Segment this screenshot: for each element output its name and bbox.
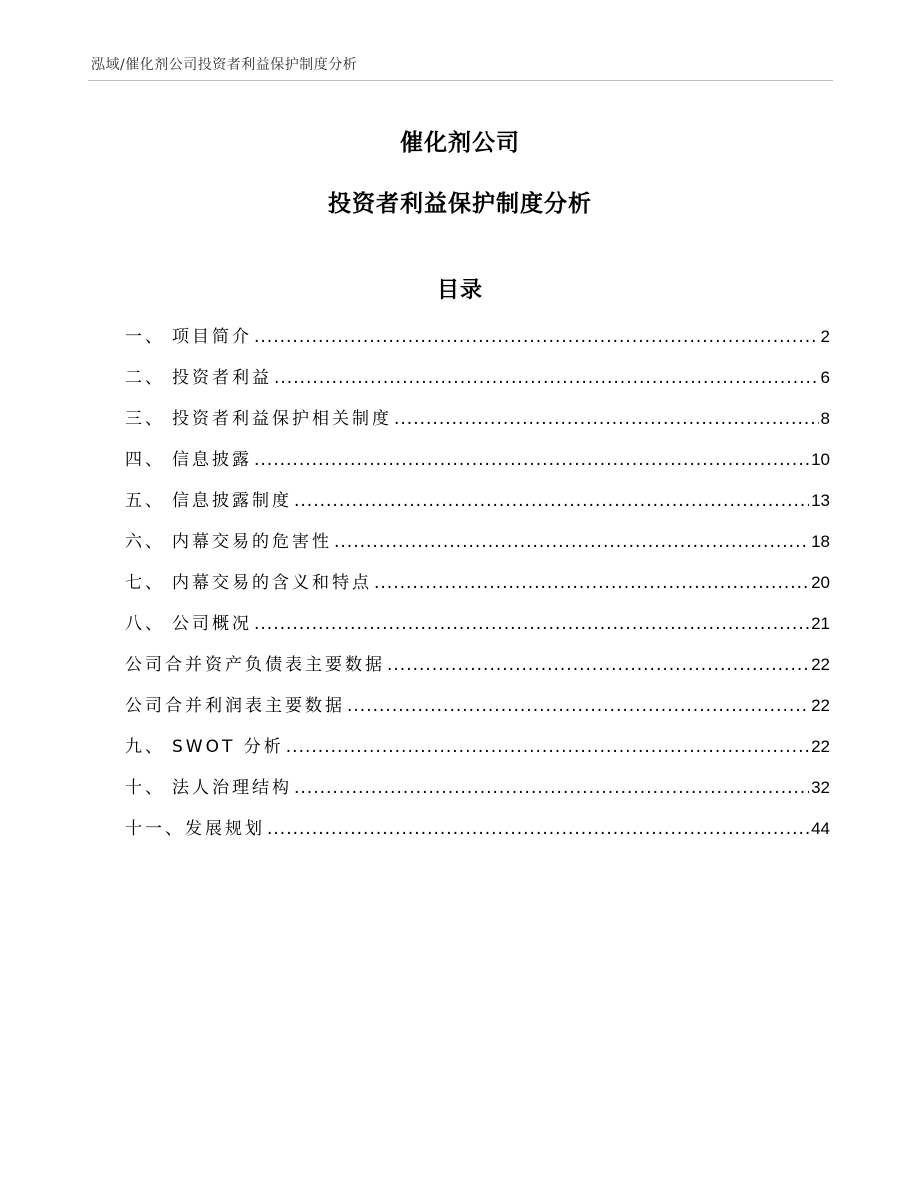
toc-entry-text: 项目简介 xyxy=(172,327,252,347)
toc-entry-page: 32 xyxy=(811,778,830,797)
toc-entry-text: 信息披露 xyxy=(172,450,252,470)
toc-entry-text: 法人治理结构 xyxy=(172,778,292,798)
running-header: 泓域/催化剂公司投资者利益保护制度分析 xyxy=(91,57,358,73)
toc-entry-number: 二、 xyxy=(125,368,165,388)
toc-entry-text: SWOT 分析 xyxy=(172,737,284,757)
toc-entry-number: 五、 xyxy=(125,491,165,511)
toc-entry-page: 10 xyxy=(811,450,830,469)
toc-entry[interactable] xyxy=(125,691,830,732)
toc-dot-leader xyxy=(254,322,819,352)
toc-entry-number: 一、 xyxy=(125,327,165,347)
toc-entry-page: 13 xyxy=(811,491,830,510)
toc-entry-label xyxy=(125,404,392,434)
toc-dot-leader xyxy=(347,691,809,721)
toc-entry-label xyxy=(125,322,252,352)
toc-dot-leader xyxy=(394,404,819,434)
toc-dot-leader xyxy=(267,814,809,844)
toc-entry-page: 6 xyxy=(820,368,830,387)
toc-dot-leader xyxy=(334,527,809,557)
toc-entry-text: 投资者利益保护相关制度 xyxy=(172,409,392,429)
toc-entry-number: 九、 xyxy=(125,737,165,757)
toc-entry[interactable] xyxy=(125,609,830,650)
toc-entry-label xyxy=(125,691,345,721)
toc-entry-number: 六、 xyxy=(125,532,165,552)
toc-entry-page: 2 xyxy=(820,327,830,346)
toc-entry-text: 投资者利益 xyxy=(172,368,272,388)
toc-entry-number: 七、 xyxy=(125,573,165,593)
toc-entry-number: 十一、 xyxy=(125,819,185,839)
header-divider xyxy=(88,80,833,81)
toc-entry-page: 44 xyxy=(811,819,830,838)
toc-dot-leader xyxy=(254,445,809,475)
toc-entry-label xyxy=(125,445,252,475)
toc-entry-page: 21 xyxy=(811,614,830,633)
toc-entry-text: 内幕交易的含义和特点 xyxy=(172,573,372,593)
toc-entry-text: 公司概况 xyxy=(172,614,252,634)
toc-entry-label xyxy=(125,527,332,557)
toc-entry[interactable] xyxy=(125,650,830,691)
toc-entry-number: 三、 xyxy=(125,409,165,429)
toc-entry-label xyxy=(125,486,292,516)
toc-entry-page: 22 xyxy=(811,655,830,674)
toc-entry-label xyxy=(125,650,385,680)
toc-entry[interactable] xyxy=(125,486,830,527)
table-of-contents xyxy=(125,322,830,855)
toc-entry-page: 8 xyxy=(820,409,830,428)
toc-entry-label xyxy=(125,814,265,844)
toc-entry[interactable] xyxy=(125,363,830,404)
toc-dot-leader xyxy=(294,486,809,516)
toc-heading: 目录 xyxy=(436,278,483,303)
toc-dot-leader xyxy=(294,773,809,803)
toc-entry[interactable] xyxy=(125,773,830,814)
toc-entry-page: 18 xyxy=(811,532,830,551)
toc-entry-number: 八、 xyxy=(125,614,165,634)
toc-entry[interactable] xyxy=(125,568,830,609)
toc-entry[interactable] xyxy=(125,445,830,486)
toc-entry-text: 内幕交易的危害性 xyxy=(172,532,332,552)
toc-entry-page: 22 xyxy=(811,696,830,715)
toc-entry[interactable] xyxy=(125,404,830,445)
toc-entry-label xyxy=(125,568,372,598)
toc-entry-label xyxy=(125,732,284,762)
document-title-line2: 投资者利益保护制度分析 xyxy=(328,191,592,217)
toc-entry[interactable] xyxy=(125,322,830,363)
toc-entry-text: 发展规划 xyxy=(185,819,265,839)
toc-entry[interactable] xyxy=(125,814,830,855)
toc-dot-leader xyxy=(274,363,819,393)
document-title-line1: 催化剂公司 xyxy=(400,130,520,156)
toc-entry[interactable] xyxy=(125,732,830,773)
toc-entry[interactable] xyxy=(125,527,830,568)
toc-entry-number: 四、 xyxy=(125,450,165,470)
toc-entry-label xyxy=(125,773,292,803)
toc-entry-page: 20 xyxy=(811,573,830,592)
toc-entry-number: 十、 xyxy=(125,778,165,798)
toc-dot-leader xyxy=(387,650,809,680)
toc-dot-leader xyxy=(286,732,809,762)
toc-entry-label xyxy=(125,363,272,393)
toc-entry-page: 22 xyxy=(811,737,830,756)
toc-entry-text: 公司合并资产负债表主要数据 xyxy=(125,655,385,675)
toc-dot-leader xyxy=(374,568,809,598)
toc-dot-leader xyxy=(254,609,809,639)
toc-entry-text: 公司合并利润表主要数据 xyxy=(125,696,345,716)
toc-entry-text: 信息披露制度 xyxy=(172,491,292,511)
toc-entry-label xyxy=(125,609,252,639)
